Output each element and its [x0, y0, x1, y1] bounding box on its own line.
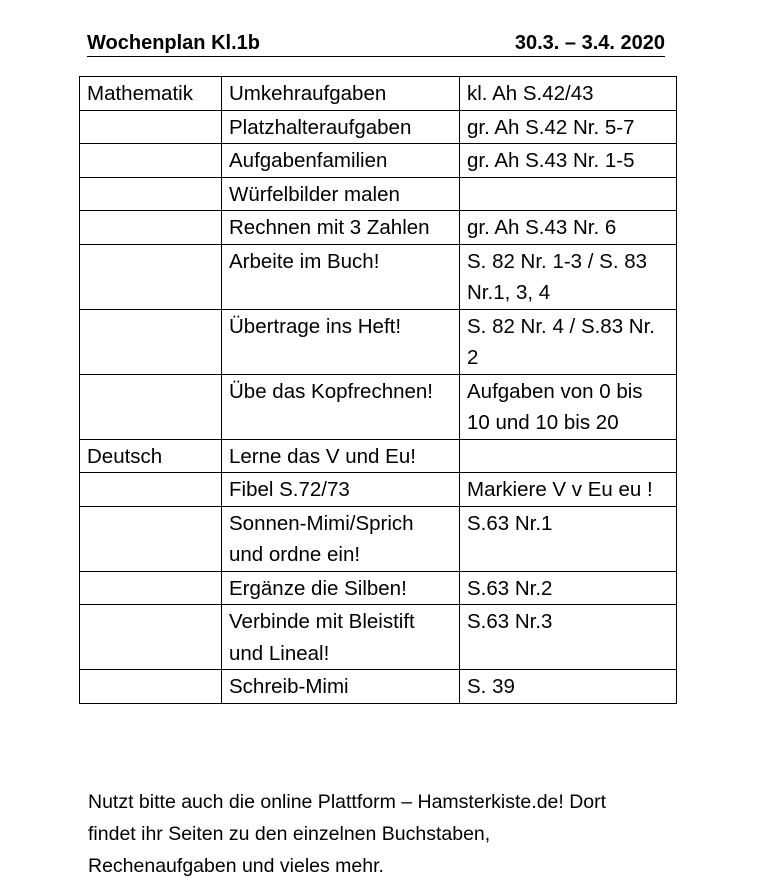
weekly-plan-table — [79, 76, 677, 704]
reference-cell: S. 39 — [460, 670, 677, 704]
subject-cell — [80, 506, 222, 571]
table-row — [80, 110, 677, 144]
reference-cell: S.63 Nr.3 — [460, 605, 677, 670]
task-cell: Verbinde mit Bleistift und Lineal! — [222, 605, 460, 670]
page-title: Wochenplan Kl.1b — [87, 32, 260, 54]
subject-cell — [80, 670, 222, 704]
reference-cell: S.63 Nr.1 — [460, 506, 677, 571]
reference-cell: kl. Ah S.42/43 — [460, 77, 677, 111]
task-cell: Sonnen-Mimi/Sprich und ordne ein! — [222, 506, 460, 571]
footer-line: Nutzt bitte auch die online Plattform – Hamsterkiste.de! Dort — [88, 791, 607, 813]
task-cell: Rechnen mit 3 Zahlen — [222, 211, 460, 245]
document-header — [87, 30, 665, 57]
subject-cell — [80, 177, 222, 211]
task-cell: Arbeite im Buch! — [222, 244, 460, 309]
reference-cell: S. 82 Nr. 1-3 / S. 83 Nr.1, 3, 4 — [460, 244, 677, 309]
subject-cell: Mathematik — [80, 77, 222, 111]
table-row — [80, 77, 677, 111]
reference-cell: gr. Ah S.43 Nr. 1-5 — [460, 144, 677, 178]
reference-cell: gr. Ah S.43 Nr. 6 — [460, 211, 677, 245]
table-row — [80, 605, 677, 670]
table-row — [80, 177, 677, 211]
task-cell: Umkehraufgaben — [222, 77, 460, 111]
task-cell: Übertrage ins Heft! — [222, 309, 460, 374]
table-row — [80, 374, 677, 439]
task-cell: Fibel S.72/73 — [222, 473, 460, 507]
table-row — [80, 144, 677, 178]
task-cell: Aufgabenfamilien — [222, 144, 460, 178]
subject-cell — [80, 571, 222, 605]
reference-cell — [460, 439, 677, 473]
subject-cell — [80, 244, 222, 309]
footer-line: Rechenaufgaben und vieles mehr. — [88, 855, 384, 877]
table-row — [80, 244, 677, 309]
subject-cell — [80, 605, 222, 670]
task-cell: Übe das Kopfrechnen! — [222, 374, 460, 439]
task-cell: Platzhalteraufgaben — [222, 110, 460, 144]
task-cell: Würfelbilder malen — [222, 177, 460, 211]
task-cell: Lerne das V und Eu! — [222, 439, 460, 473]
subject-cell — [80, 374, 222, 439]
subject-cell — [80, 473, 222, 507]
table-row — [80, 506, 677, 571]
table-row — [80, 309, 677, 374]
task-cell: Ergänze die Silben! — [222, 571, 460, 605]
table-row — [80, 670, 677, 704]
subject-cell — [80, 110, 222, 144]
subject-cell — [80, 144, 222, 178]
reference-cell: Aufgaben von 0 bis 10 und 10 bis 20 — [460, 374, 677, 439]
subject-cell — [80, 211, 222, 245]
reference-cell: S.63 Nr.2 — [460, 571, 677, 605]
table-body — [80, 77, 677, 704]
task-cell: Schreib-Mimi — [222, 670, 460, 704]
subject-cell: Deutsch — [80, 439, 222, 473]
reference-cell: S. 82 Nr. 4 / S.83 Nr. 2 — [460, 309, 677, 374]
table-row — [80, 473, 677, 507]
table-row — [80, 439, 677, 473]
footer-line: findet ihr Seiten zu den einzelnen Buchstaben, — [88, 823, 491, 845]
date-range: 30.3. – 3.4. 2020 — [514, 32, 665, 54]
table-row — [80, 211, 677, 245]
reference-cell — [460, 177, 677, 211]
footer-note — [88, 786, 688, 882]
subject-cell — [80, 309, 222, 374]
table-row — [80, 571, 677, 605]
reference-cell: gr. Ah S.42 Nr. 5-7 — [460, 110, 677, 144]
reference-cell: Markiere V v Eu eu ! — [460, 473, 677, 507]
